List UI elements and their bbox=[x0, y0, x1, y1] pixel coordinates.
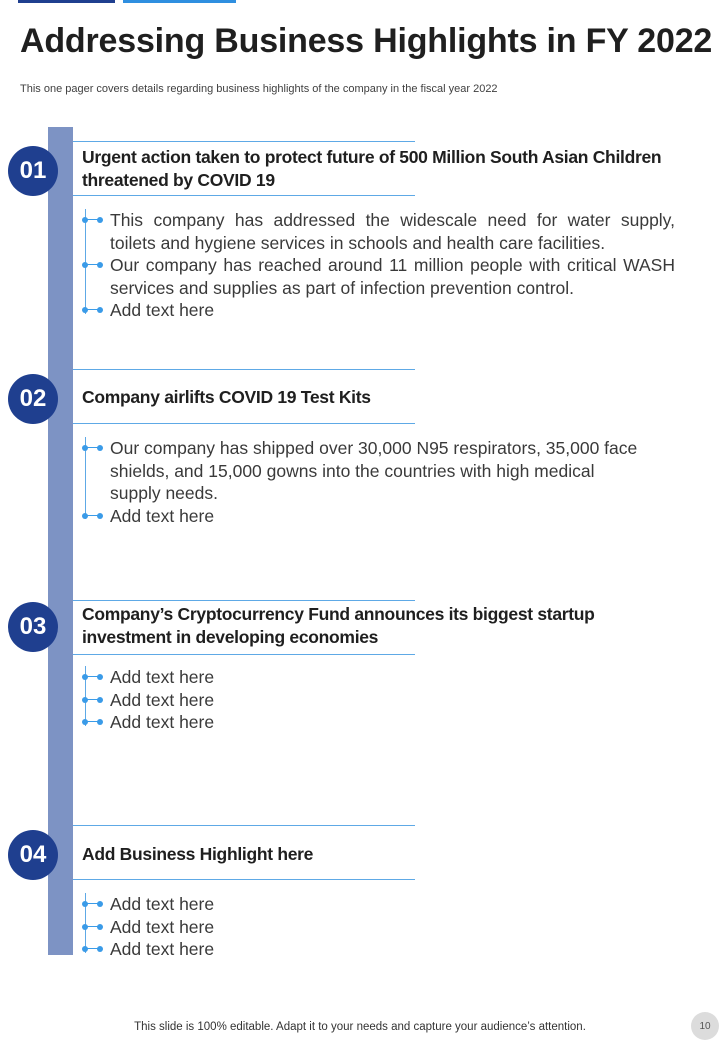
bullet-arrow-icon bbox=[97, 513, 103, 519]
bullet-arrow-icon bbox=[97, 719, 103, 725]
bullet-arrow-icon bbox=[97, 901, 103, 907]
bullet-arrow-icon bbox=[97, 946, 103, 952]
bullet-list bbox=[85, 666, 675, 734]
section-heading: Add Business Highlight here bbox=[82, 844, 314, 864]
bullet-arrow-icon bbox=[97, 262, 103, 268]
bullet-item bbox=[85, 505, 675, 528]
bullet-list bbox=[85, 209, 675, 322]
bullet-item bbox=[85, 437, 640, 505]
timeline-bar bbox=[48, 127, 73, 955]
bullet-dot-icon bbox=[82, 697, 88, 703]
bullet-item bbox=[85, 689, 675, 712]
bullet-list bbox=[85, 437, 675, 527]
bullet-item bbox=[85, 299, 675, 322]
bullet-arrow-icon bbox=[97, 217, 103, 223]
bullet-text: Our company has shipped over 30,000 N95 respirators, 35,000 face shields, and 15,000 gowns into the countries with high medical supply needs. bbox=[110, 438, 638, 503]
bullet-item bbox=[85, 938, 675, 961]
page-subtitle: This one pager covers details regarding business highlights of the company in the fiscal year 2022 bbox=[20, 83, 498, 95]
bullet-dot-icon bbox=[82, 307, 88, 313]
bullet-text: Add text here bbox=[110, 689, 215, 710]
section-heading: Urgent action taken to protect future of 500 Million South Asian Children threatened by COVID 19 bbox=[82, 147, 662, 190]
bullet-item bbox=[85, 916, 675, 939]
bullet-text: Add text here bbox=[110, 939, 215, 959]
bullet-item bbox=[85, 711, 675, 734]
bullet-item bbox=[85, 209, 675, 254]
bullet-item bbox=[85, 254, 675, 299]
bullet-dot-icon bbox=[82, 217, 88, 223]
bullet-dot-icon bbox=[82, 924, 88, 930]
bullet-dot-icon bbox=[82, 946, 88, 952]
bullet-item bbox=[85, 893, 675, 916]
section-number-badge: 01 bbox=[8, 146, 58, 196]
top-accent-bar-light bbox=[123, 0, 236, 3]
bullet-dot-icon bbox=[82, 674, 88, 680]
bullet-dot-icon bbox=[82, 445, 88, 451]
bullet-text: Add text here bbox=[110, 505, 215, 526]
bullet-text: Add text here bbox=[110, 300, 215, 320]
section-heading: Company airlifts COVID 19 Test Kits bbox=[82, 387, 371, 407]
bullet-arrow-icon bbox=[97, 307, 103, 313]
bullet-text: This company has addressed the widescale need for water supply, toilets and hygiene services in schools and health care facilities. bbox=[110, 210, 675, 253]
bullet-text: Add text here bbox=[110, 712, 215, 732]
section-number-badge: 02 bbox=[8, 374, 58, 424]
bullet-arrow-icon bbox=[97, 674, 103, 680]
bullet-item bbox=[85, 666, 675, 689]
section-heading: Company’s Cryptocurrency Fund announces its biggest startup investment in developing economies bbox=[82, 604, 595, 647]
bullet-dot-icon bbox=[82, 901, 88, 907]
bullet-dot-icon bbox=[82, 719, 88, 725]
bullet-text: Add text here bbox=[110, 667, 215, 687]
page-number-badge: 10 bbox=[691, 1012, 719, 1040]
bullet-dot-icon bbox=[82, 262, 88, 268]
bullet-arrow-icon bbox=[97, 697, 103, 703]
page-title: Addressing Business Highlights in FY 2022 bbox=[20, 22, 713, 60]
bullet-text: Add text here bbox=[110, 894, 215, 914]
bullet-text: Add text here bbox=[110, 916, 215, 937]
bullet-arrow-icon bbox=[97, 445, 103, 451]
top-accent-bar-dark bbox=[18, 0, 115, 3]
section-number-badge: 04 bbox=[8, 830, 58, 880]
bullet-text: Our company has reached around 11 million people with critical WASH services and supplies as part of infection prevention control. bbox=[110, 255, 675, 298]
section-number-badge: 03 bbox=[8, 602, 58, 652]
bullet-list bbox=[85, 893, 675, 961]
bullet-dot-icon bbox=[82, 513, 88, 519]
bullet-arrow-icon bbox=[97, 924, 103, 930]
footer-note: This slide is 100% editable. Adapt it to your needs and capture your audience’s attention. bbox=[134, 1021, 586, 1033]
